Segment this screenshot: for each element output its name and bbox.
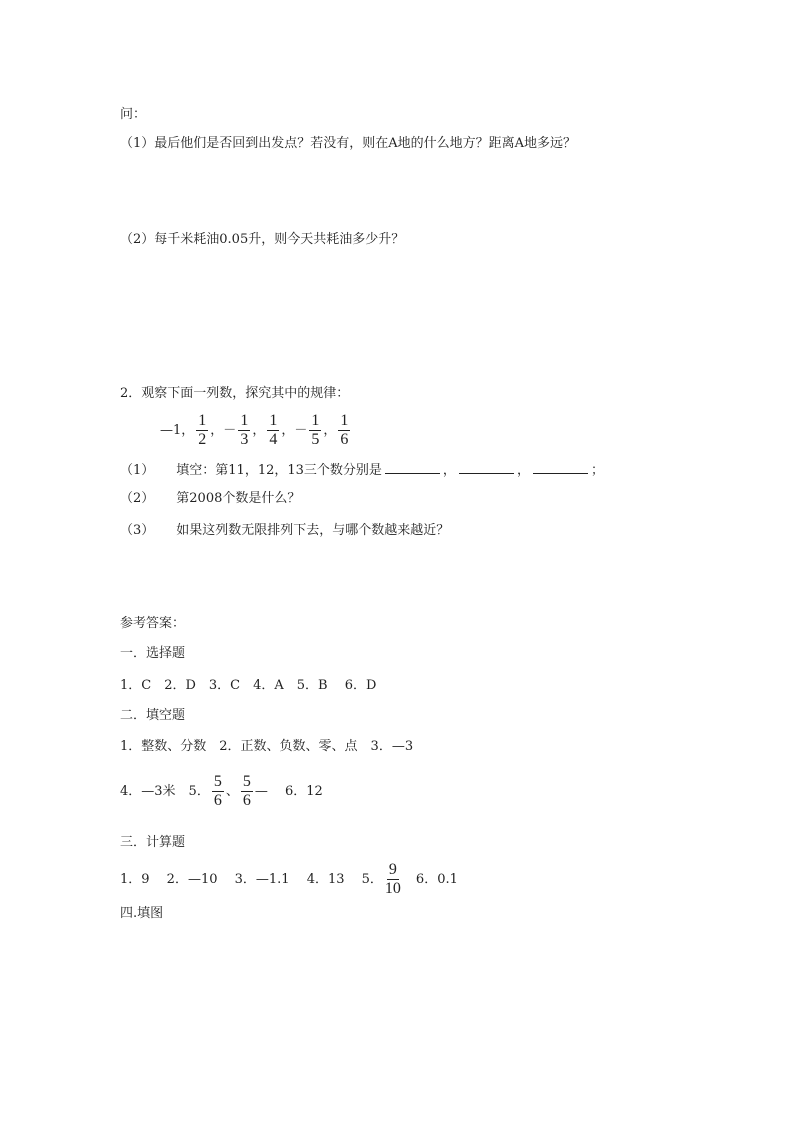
section-3-answers	[120, 861, 458, 898]
numerator: 5	[242, 773, 251, 790]
question-intro: 问：	[120, 107, 147, 122]
sign: －	[223, 423, 237, 438]
sub-text: 填空：第11，12，13三个数分别是	[176, 463, 382, 478]
denominator: 5	[311, 431, 320, 448]
fraction	[267, 412, 279, 449]
text: — 6．12	[254, 784, 323, 799]
separator: ，	[281, 423, 295, 438]
numerator: 1	[240, 412, 249, 429]
sub-number: （3）	[120, 523, 155, 538]
fraction	[238, 412, 250, 449]
section-4-heading: 四.填图	[120, 906, 164, 921]
denominator: 10	[384, 880, 401, 897]
text: 4．—3米 5．	[120, 784, 210, 799]
sub-text: 如果这列数无限排列下去，与哪个数越来越近？	[176, 523, 450, 538]
sub-number: （1）	[120, 463, 155, 478]
subquestion-1	[120, 461, 604, 479]
numerator: 5	[213, 773, 222, 790]
section-1-heading: 一．选择题	[120, 646, 186, 661]
question-2: （2）每千米耗油0.05升，则今天共耗油多少升？	[120, 232, 405, 247]
question-1: （1）最后他们是否回到出发点？若没有，则在A地的什么地方？距离A地多远？	[120, 136, 577, 151]
answer-blank-12[interactable]	[459, 461, 514, 474]
fraction	[196, 412, 208, 449]
denominator: 6	[340, 431, 349, 448]
numerator: 1	[198, 412, 207, 429]
fraction	[241, 773, 253, 810]
numerator: 9	[388, 861, 397, 878]
denominator: 2	[198, 431, 207, 448]
numerator: 1	[269, 412, 278, 429]
denominator: 6	[213, 792, 222, 809]
denominator: 6	[242, 792, 251, 809]
separator: ，	[252, 423, 266, 438]
comma: ，	[442, 463, 456, 478]
section-1-answers: 1．C 2．D 3．C 4．A 5．B 6．D	[120, 678, 377, 693]
answers-title: 参考答案：	[120, 616, 186, 631]
comma: ，	[516, 463, 530, 478]
separator: ，	[323, 423, 337, 438]
answer-blank-11[interactable]	[385, 461, 440, 474]
section-2-answers-line1: 1．整数、分数 2．正数、负数、零、点 3．—3	[120, 739, 414, 754]
fraction	[385, 861, 401, 898]
sign: －	[294, 423, 308, 438]
sub-text: 第2008个数是什么？	[176, 491, 301, 506]
number-sequence	[160, 412, 352, 449]
text: 1．9 2．—10 3．—1.1 4．13 5．	[120, 872, 383, 887]
numerator: 1	[311, 412, 320, 429]
text: 6．0.1	[402, 872, 458, 887]
separator: ，	[210, 423, 224, 438]
numerator: 1	[340, 412, 349, 429]
problem-2-title: 2．观察下面一列数，探究其中的规律：	[120, 386, 350, 401]
semicolon: ；	[590, 463, 604, 478]
fraction	[338, 412, 350, 449]
denominator: 4	[269, 431, 278, 448]
section-2-answers-line2	[120, 773, 323, 810]
subquestion-3	[120, 523, 449, 539]
subquestion-2	[120, 491, 300, 507]
section-2-heading: 二．填空题	[120, 708, 186, 723]
seq-first: —1，	[160, 423, 195, 438]
text: 、	[225, 784, 239, 799]
section-3-heading: 三．计算题	[120, 835, 186, 850]
fraction	[212, 773, 224, 810]
sub-number: （2）	[120, 491, 155, 506]
answer-blank-13[interactable]	[533, 461, 588, 474]
fraction	[309, 412, 321, 449]
denominator: 3	[240, 431, 249, 448]
